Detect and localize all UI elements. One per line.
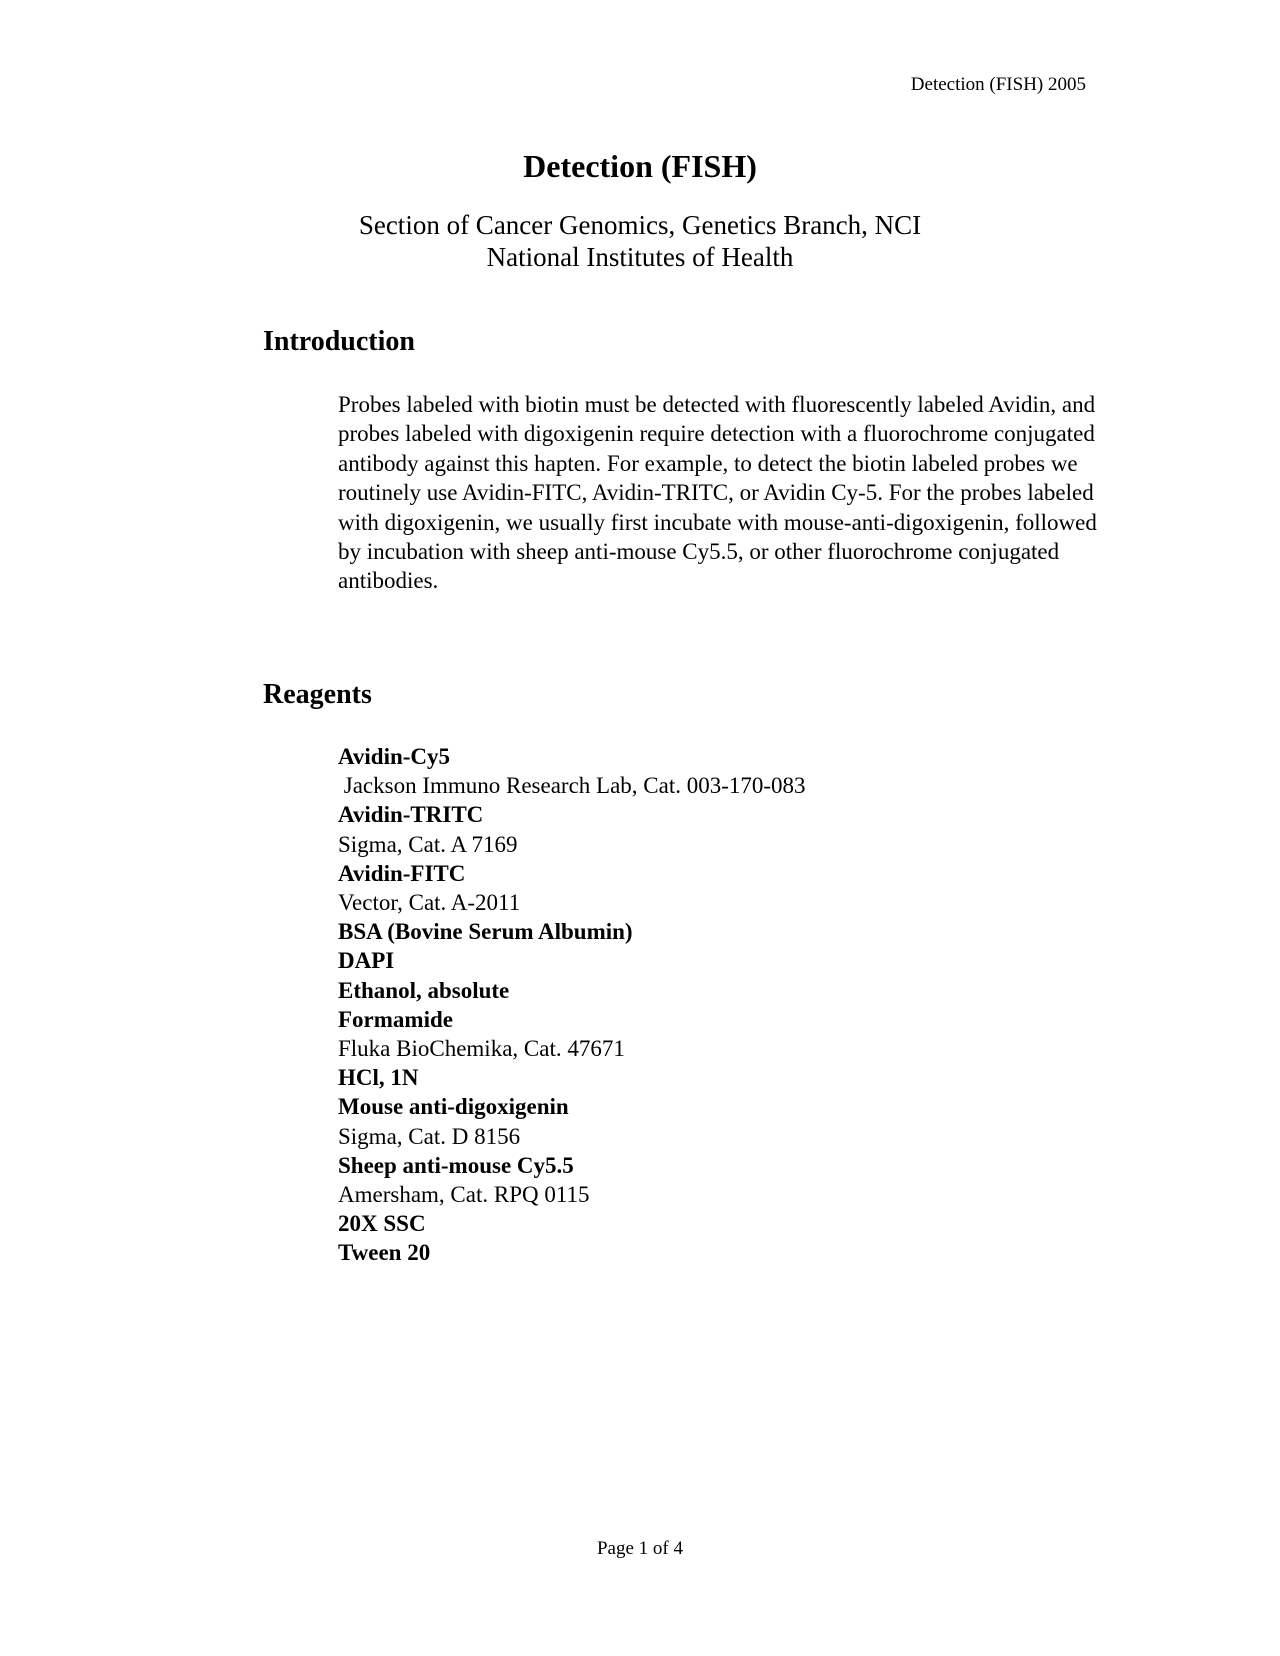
reagent-item — [338, 946, 1098, 975]
reagent-name: Ethanol, absolute — [338, 977, 510, 1003]
reagent-name: Tween 20 — [338, 1240, 431, 1266]
reagents-heading: Reagents — [263, 679, 372, 710]
reagent-source: Fluka BioChemika, Cat. 47671 — [338, 1036, 625, 1062]
reagent-name: DAPI — [338, 948, 395, 974]
reagent-name: Avidin-Cy5 — [338, 744, 451, 769]
reagent-source: Vector, Cat. A-2011 — [338, 890, 521, 916]
reagent-item — [338, 800, 1098, 858]
reagent-name: Avidin-TRITC — [338, 802, 484, 828]
reagent-list — [338, 742, 1098, 1268]
reagent-source: Sigma, Cat. A 7169 — [338, 831, 518, 857]
reagent-name: Formamide — [338, 1006, 453, 1032]
reagent-item — [338, 1092, 1098, 1150]
introduction-heading: Introduction — [263, 326, 415, 357]
reagent-item — [338, 1209, 1098, 1238]
reagent-item — [338, 742, 1098, 800]
reagent-name: Sheep anti-mouse Cy5.5 — [338, 1152, 574, 1178]
reagent-name: Mouse anti-digoxigenin — [338, 1094, 569, 1120]
reagent-name: 20X SSC — [338, 1211, 426, 1237]
reagent-item — [338, 1151, 1098, 1209]
running-header: Detection (FISH) 2005 — [910, 74, 1086, 95]
reagent-item — [338, 1238, 1098, 1267]
reagent-name: Avidin-FITC — [338, 860, 466, 886]
reagent-item — [338, 859, 1098, 917]
document-title: Detection (FISH) — [523, 148, 757, 184]
reagent-item — [338, 917, 1098, 946]
reagent-item — [338, 976, 1098, 1005]
affiliation-line-2: National Institutes of Health — [486, 242, 794, 272]
affiliation — [0, 209, 1280, 273]
reagent-item — [338, 1005, 1098, 1063]
reagent-source: Amersham, Cat. RPQ 0115 — [338, 1182, 590, 1208]
reagent-item — [338, 1063, 1098, 1092]
reagent-name: BSA (Bovine Serum Albumin) — [338, 919, 633, 945]
reagent-source: Sigma, Cat. D 8156 — [338, 1123, 521, 1149]
introduction-body: Probes labeled with biotin must be detected with fluorescently labeled Avidin, and probes labeled with digoxigenin require detection with a fluorochrome conjugated antibody against this hapten. For example, to detect the biotin labeled probes we routinely use Avidin-FITC, Avidin-TRITC, or Avidin Cy-5. For the probes labeled with digoxigenin, we usually first incubate with mouse-anti-digoxigenin, followed by incubation with sheep anti-mouse Cy5.5, or other fluorochrome conjugated antibodies. — [338, 392, 1097, 594]
reagent-source: Jackson Immuno Research Lab, Cat. 003-170-083 — [338, 773, 806, 799]
affiliation-line-1: Section of Cancer Genomics, Genetics Branch, NCI — [358, 210, 922, 240]
reagent-name: HCl, 1N — [338, 1065, 419, 1091]
page-number: Page 1 of 4 — [596, 1538, 683, 1559]
